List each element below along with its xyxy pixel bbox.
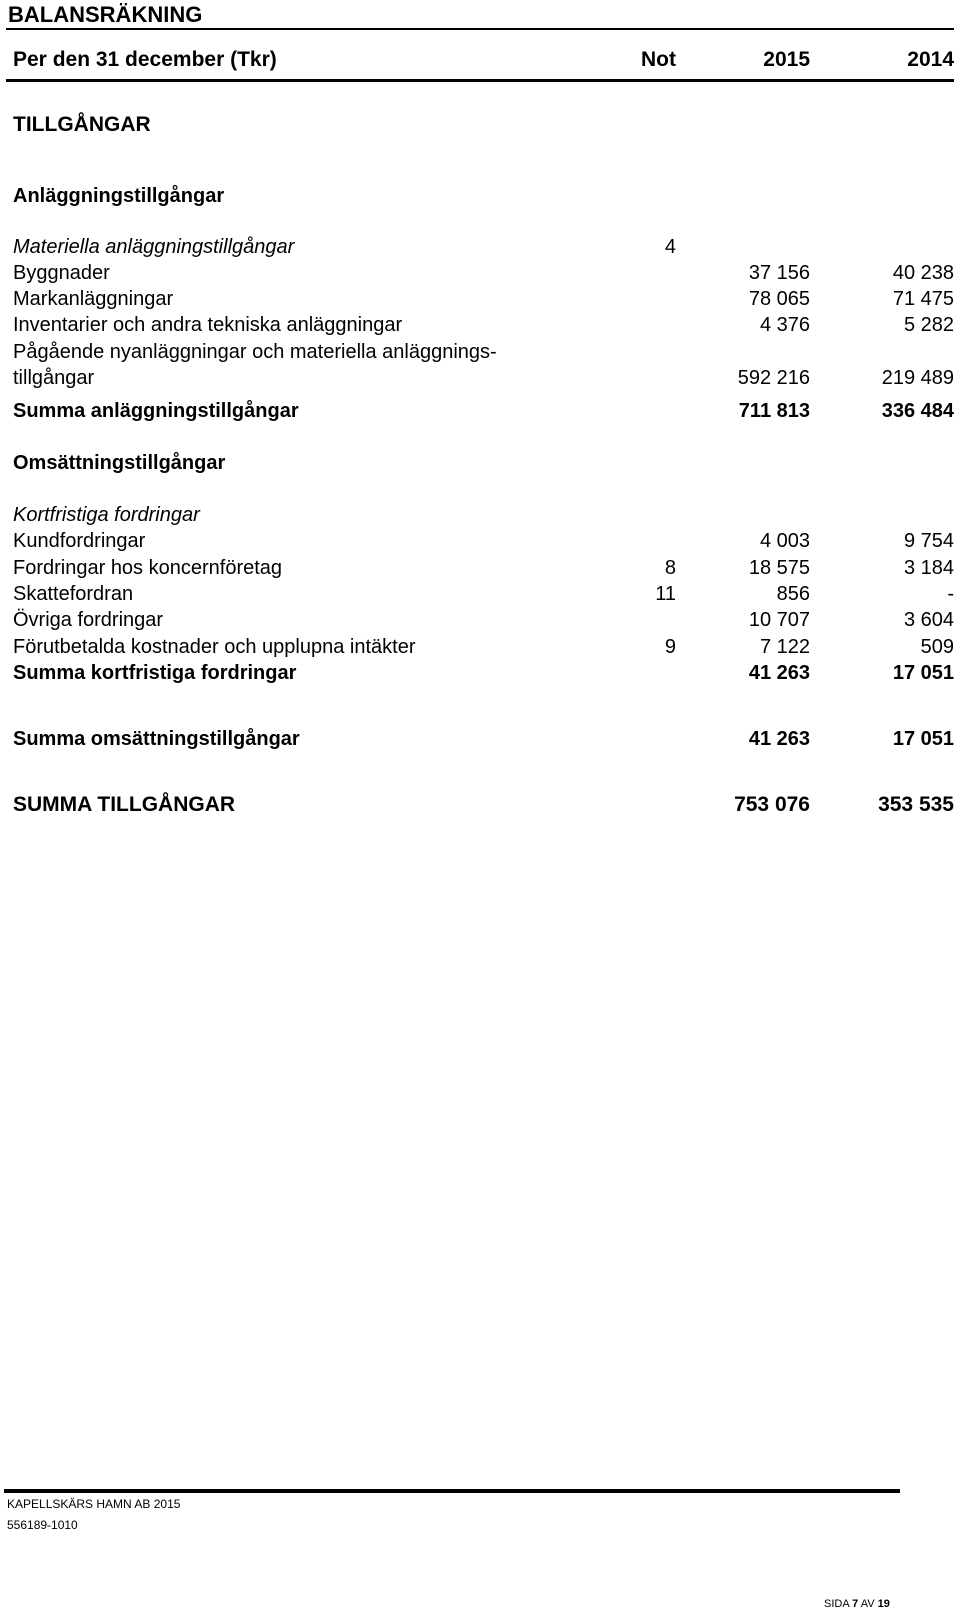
row-value-2014: 40 238 [892, 262, 954, 284]
table-row [0, 314, 960, 340]
section-heading-tillgangar [0, 113, 960, 139]
page-current: 7 [852, 1598, 859, 1610]
header-period-label: Per den 31 december (Tkr) [13, 48, 277, 71]
table-row [0, 530, 960, 556]
footer-page-number [824, 1598, 890, 1610]
row-label: Anläggningstillgångar [13, 185, 225, 207]
row-value-2015: 10 707 [748, 609, 810, 631]
section-heading-anlaggningstillgangar [0, 185, 960, 211]
row-label: Skattefordran [13, 583, 134, 605]
table-row [0, 583, 960, 609]
table-row [0, 262, 960, 288]
row-label: Omsättningstillgångar [13, 452, 226, 474]
row-value-2014: 353 535 [878, 793, 954, 816]
footer-org-number: 556189-1010 [7, 1518, 78, 1532]
row-not: 8 [664, 557, 676, 579]
row-label: Övriga fordringar [13, 609, 164, 631]
header-year-2014: 2014 [907, 48, 954, 71]
grand-total-row [0, 793, 960, 819]
table-row [0, 288, 960, 314]
row-value-2015: 18 575 [748, 557, 810, 579]
footer-company-name: KAPELLSKÄRS HAMN AB 2015 [7, 1497, 181, 1511]
row-label: Summa kortfristiga fordringar [13, 662, 297, 684]
subsection-heading-kortfristiga [0, 504, 960, 530]
row-label: Kortfristiga fordringar [13, 504, 200, 526]
row-label: Inventarier och andra tekniska anläggningar [13, 314, 403, 336]
subtotal-row [0, 728, 960, 754]
row-label: tillgångar [13, 367, 95, 389]
row-value-2015: 753 076 [734, 793, 810, 816]
document-title: BALANSRÄKNING [8, 2, 203, 27]
header-year-2015: 2015 [763, 48, 810, 71]
row-value-2015: 78 065 [748, 288, 810, 310]
row-label: Summa anläggningstillgångar [13, 400, 299, 422]
row-not: 11 [655, 583, 676, 605]
table-header [0, 48, 960, 78]
row-value-2014: 17 051 [892, 662, 954, 684]
row-value-2014: 17 051 [892, 728, 954, 750]
table-row [0, 557, 960, 583]
subtotal-row [0, 400, 960, 426]
section-heading-omsattningstillgangar [0, 452, 960, 478]
row-value-2014: 71 475 [892, 288, 954, 310]
top-divider [6, 28, 954, 30]
row-value-2015: 41 263 [748, 662, 810, 684]
row-value-2014: - [947, 583, 954, 605]
table-row [0, 367, 960, 393]
row-value-2014: 5 282 [903, 314, 954, 336]
row-label: Byggnader [13, 262, 110, 284]
row-not: 4 [664, 236, 676, 258]
table-row [0, 341, 960, 367]
row-value-2015: 41 263 [748, 728, 810, 750]
header-divider [6, 79, 954, 82]
row-value-2014: 219 489 [881, 367, 954, 389]
row-label: Materiella anläggningstillgångar [13, 236, 295, 258]
row-label: Förutbetalda kostnader och upplupna intäkter [13, 636, 416, 658]
row-value-2014: 9 754 [903, 530, 954, 552]
row-value-2015: 856 [776, 583, 810, 605]
footer-divider [4, 1489, 900, 1493]
row-label: Pågående nyanläggningar och materiella anläggnings- [13, 341, 497, 363]
subtotal-row [0, 662, 960, 688]
row-value-2014: 3 604 [903, 609, 954, 631]
table-row [0, 609, 960, 635]
row-value-2014: 3 184 [903, 557, 954, 579]
row-value-2015: 4 376 [759, 314, 810, 336]
row-label: Kundfordringar [13, 530, 146, 552]
row-value-2015: 592 216 [737, 367, 810, 389]
page-prefix: SIDA [824, 1598, 850, 1610]
page-separator: AV [860, 1598, 875, 1610]
table-row [0, 636, 960, 662]
row-label: TILLGÅNGAR [13, 113, 151, 136]
row-value-2015: 7 122 [759, 636, 810, 658]
row-label: Markanläggningar [13, 288, 174, 310]
row-value-2015: 711 813 [738, 400, 810, 422]
row-label: Fordringar hos koncernföretag [13, 557, 283, 579]
header-not: Not [641, 48, 676, 71]
row-not: 9 [664, 636, 676, 658]
row-label: Summa omsättningstillgångar [13, 728, 300, 750]
page-total: 19 [877, 1598, 890, 1610]
subsection-heading-materiella [0, 236, 960, 262]
row-value-2014: 336 484 [881, 400, 954, 422]
row-label: SUMMA TILLGÅNGAR [13, 793, 236, 816]
row-value-2014: 509 [920, 636, 954, 658]
row-value-2015: 4 003 [759, 530, 810, 552]
row-value-2015: 37 156 [748, 262, 810, 284]
